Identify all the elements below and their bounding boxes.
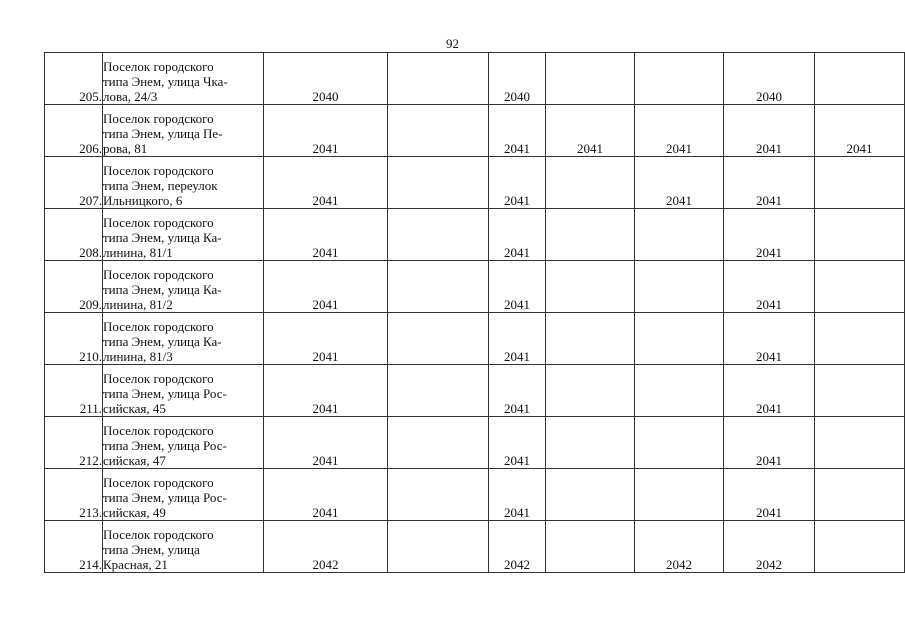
year-cell xyxy=(546,53,635,105)
year-cell: 2042 xyxy=(489,521,546,573)
year-cell xyxy=(635,469,724,521)
year-cell: 2041 xyxy=(264,105,388,157)
year-cell xyxy=(388,209,489,261)
year-cell: 2041 xyxy=(724,417,815,469)
row-number: 208. xyxy=(45,209,103,261)
page-number: 92 xyxy=(446,36,459,51)
table-row xyxy=(45,469,905,521)
table-row xyxy=(45,209,905,261)
address-cell: Поселок городского типа Энем, переулок Ильницкого, 6 xyxy=(103,157,264,209)
address-cell: Поселок городского типа Энем, улица Чка- лова, 24/3 xyxy=(103,53,264,105)
year-cell: 2041 xyxy=(724,313,815,365)
year-cell xyxy=(388,469,489,521)
year-cell xyxy=(546,261,635,313)
year-cell: 2041 xyxy=(489,209,546,261)
table-row xyxy=(45,261,905,313)
year-cell: 2041 xyxy=(264,365,388,417)
year-cell: 2041 xyxy=(635,105,724,157)
year-cell xyxy=(546,521,635,573)
year-cell: 2041 xyxy=(724,365,815,417)
year-cell: 2041 xyxy=(489,365,546,417)
year-cell: 2040 xyxy=(724,53,815,105)
table-body xyxy=(45,53,905,573)
year-cell: 2041 xyxy=(489,261,546,313)
table-row xyxy=(45,365,905,417)
year-cell xyxy=(815,313,905,365)
year-cell: 2041 xyxy=(635,157,724,209)
year-cell xyxy=(546,417,635,469)
year-cell xyxy=(388,417,489,469)
address-cell: Поселок городского типа Энем, улица Рос- сийская, 49 xyxy=(103,469,264,521)
year-cell: 2041 xyxy=(724,261,815,313)
row-number: 205. xyxy=(45,53,103,105)
year-cell: 2041 xyxy=(264,313,388,365)
year-cell xyxy=(635,261,724,313)
year-cell xyxy=(388,261,489,313)
year-cell xyxy=(388,313,489,365)
year-cell: 2041 xyxy=(815,105,905,157)
year-cell: 2041 xyxy=(724,157,815,209)
year-cell: 2041 xyxy=(264,157,388,209)
row-number: 206. xyxy=(45,105,103,157)
housing-register-table xyxy=(44,52,905,573)
year-cell xyxy=(546,365,635,417)
row-number: 207. xyxy=(45,157,103,209)
year-cell: 2041 xyxy=(724,105,815,157)
year-cell xyxy=(388,521,489,573)
year-cell xyxy=(815,53,905,105)
year-cell xyxy=(388,53,489,105)
year-cell: 2041 xyxy=(489,157,546,209)
year-cell xyxy=(388,157,489,209)
address-cell: Поселок городского типа Энем, улица Ка- линина, 81/2 xyxy=(103,261,264,313)
table-row xyxy=(45,521,905,573)
year-cell: 2040 xyxy=(264,53,388,105)
year-cell xyxy=(815,261,905,313)
year-cell xyxy=(635,313,724,365)
year-cell: 2041 xyxy=(264,417,388,469)
row-number: 209. xyxy=(45,261,103,313)
address-cell: Поселок городского типа Энем, улица Ка- линина, 81/1 xyxy=(103,209,264,261)
row-number: 214. xyxy=(45,521,103,573)
year-cell: 2041 xyxy=(724,469,815,521)
year-cell xyxy=(546,157,635,209)
year-cell xyxy=(635,53,724,105)
year-cell: 2042 xyxy=(724,521,815,573)
year-cell xyxy=(388,365,489,417)
year-cell xyxy=(635,417,724,469)
year-cell xyxy=(815,469,905,521)
table-row xyxy=(45,53,905,105)
year-cell: 2041 xyxy=(264,469,388,521)
year-cell xyxy=(635,365,724,417)
table-row xyxy=(45,105,905,157)
table-row xyxy=(45,157,905,209)
year-cell xyxy=(815,365,905,417)
year-cell: 2041 xyxy=(489,469,546,521)
address-cell: Поселок городского типа Энем, улица Ка- линина, 81/3 xyxy=(103,313,264,365)
row-number: 211. xyxy=(45,365,103,417)
year-cell xyxy=(815,157,905,209)
address-cell: Поселок городского типа Энем, улица Рос- сийская, 45 xyxy=(103,365,264,417)
year-cell xyxy=(546,209,635,261)
year-cell xyxy=(635,209,724,261)
year-cell xyxy=(546,469,635,521)
year-cell xyxy=(815,521,905,573)
year-cell: 2041 xyxy=(489,105,546,157)
year-cell: 2041 xyxy=(489,417,546,469)
year-cell: 2041 xyxy=(264,261,388,313)
address-cell: Поселок городского типа Энем, улица Красная, 21 xyxy=(103,521,264,573)
year-cell: 2041 xyxy=(546,105,635,157)
year-cell: 2041 xyxy=(264,209,388,261)
address-cell: Поселок городского типа Энем, улица Рос- сийская, 47 xyxy=(103,417,264,469)
year-cell: 2041 xyxy=(489,313,546,365)
year-cell xyxy=(815,417,905,469)
year-cell: 2042 xyxy=(635,521,724,573)
year-cell: 2042 xyxy=(264,521,388,573)
row-number: 210. xyxy=(45,313,103,365)
year-cell xyxy=(546,313,635,365)
row-number: 212. xyxy=(45,417,103,469)
year-cell: 2041 xyxy=(724,209,815,261)
year-cell: 2040 xyxy=(489,53,546,105)
table-row xyxy=(45,313,905,365)
row-number: 213. xyxy=(45,469,103,521)
table-row xyxy=(45,417,905,469)
address-cell: Поселок городского типа Энем, улица Пе- рова, 81 xyxy=(103,105,264,157)
year-cell xyxy=(815,209,905,261)
year-cell xyxy=(388,105,489,157)
